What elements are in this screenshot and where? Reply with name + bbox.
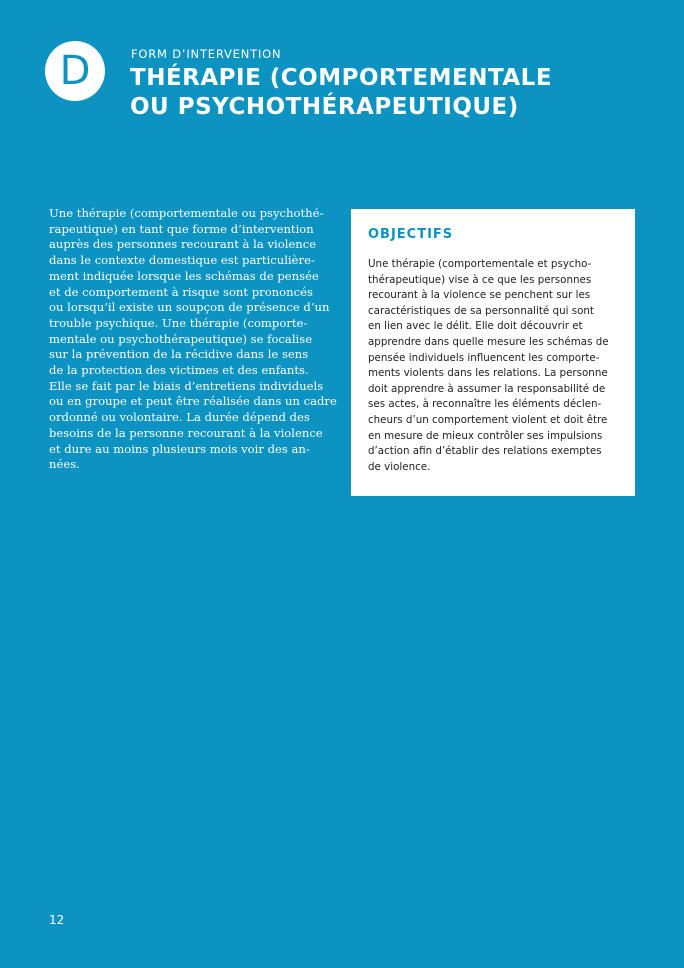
body-line: sur la prévention de la récidive dans le sens (49, 347, 309, 362)
body-line: ou lorsqu’il existe un soupçon de présence d’un (49, 300, 330, 315)
objectives-line: d’action afin d’établir des relations exemptes (368, 445, 602, 458)
body-line: nées. (49, 457, 80, 472)
objectives-line: cheurs d’un comportement violent et doit être (368, 413, 608, 426)
body-line: ment indiquée lorsque les schémas de pensée (49, 268, 319, 283)
body-line: auprès des personnes recourant à la violence (49, 237, 317, 252)
body-line: ordonné ou volontaire. La durée dépend des (49, 410, 310, 425)
page-number: 12 (49, 913, 65, 927)
body-line: trouble psychique. Une thérapie (comporte- (49, 315, 308, 330)
body-paragraph (49, 206, 339, 473)
body-line: besoins de la personne recourant à la violence (49, 425, 323, 440)
body-line: et de comportement à risque sont prononcés (49, 284, 313, 299)
section-letter: D (59, 48, 91, 94)
body-line: Elle se fait par le biais d’entretiens individuels (49, 378, 324, 393)
objectives-text (368, 257, 630, 475)
page-title (130, 64, 650, 122)
objectives-line: en mesure de mieux contrôler ses impulsions (368, 429, 603, 442)
body-line: mentale ou psychothérapeutique) se focalise (49, 331, 313, 346)
section-badge (45, 41, 105, 101)
body-line: de la protection des victimes et des enfants. (49, 363, 309, 378)
objectives-line: en lien avec le délit. Elle doit découvrir et (368, 320, 583, 333)
objectives-line: doit apprendre à assumer la responsabilité de (368, 382, 606, 395)
objectives-line: Une thérapie (comportementale et psycho- (368, 258, 592, 270)
body-line: et dure au moins plusieurs mois voir des an- (49, 441, 310, 456)
body-line: Une thérapie (comportementale ou psychothé- (49, 206, 324, 220)
objectives-line: apprendre dans quelle mesure les schémas de (368, 335, 609, 348)
objectives-line: recourant à la violence se penchent sur les (368, 289, 591, 302)
objectives-line: ments violents dans les relations. La personne (368, 367, 608, 380)
title-line: OU PSYCHOTHÉRAPEUTIQUE) (130, 94, 519, 120)
objectives-heading: OBJECTIFS (368, 227, 454, 242)
body-line: ou en groupe et peut être réalisée dans un cadre (49, 394, 337, 409)
section-kicker: FORM D’INTERVENTION (131, 47, 282, 61)
objectives-line: thérapeutique) vise à ce que les personnes (368, 273, 592, 286)
objectives-box (351, 209, 635, 496)
title-line: THÉRAPIE (COMPORTEMENTALE (130, 65, 553, 91)
objectives-line: ses actes, à reconnaître les éléments déclen- (368, 398, 602, 411)
body-line: dans le contexte domestique est particulière- (49, 253, 315, 268)
body-line: rapeutique) en tant que forme d’intervention (49, 221, 314, 236)
objectives-line: de violence. (368, 460, 431, 473)
objectives-line: caractéristiques de sa personnalité qui sont (368, 304, 594, 317)
objectives-line: pensée individuels influencent les comporte- (368, 351, 600, 364)
